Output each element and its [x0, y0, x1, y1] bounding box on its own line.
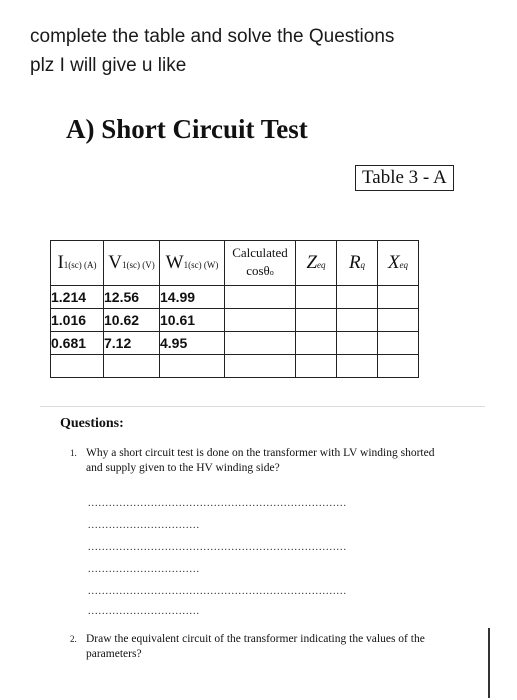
header-power: W1(sc) (W) — [160, 241, 225, 286]
header-req: Rq — [337, 241, 378, 286]
question-2 — [70, 632, 450, 662]
table-label: Table 3 - A — [355, 165, 454, 191]
cell-req[interactable] — [337, 355, 378, 378]
cell-zeq[interactable] — [296, 309, 337, 332]
divider — [40, 406, 485, 407]
header-voltage: V1(sc) (V) — [104, 241, 160, 286]
short-circuit-table — [50, 240, 419, 378]
cell-power[interactable] — [160, 355, 225, 378]
cell-zeq[interactable] — [296, 355, 337, 378]
cell-zeq[interactable] — [296, 286, 337, 309]
question-1 — [70, 446, 450, 476]
section-title: A) Short Circuit Test — [66, 114, 308, 144]
scrollbar[interactable] — [488, 628, 490, 698]
answer-line[interactable]: ................................ — [88, 520, 200, 531]
question-intro — [30, 22, 500, 80]
cell-xeq[interactable] — [378, 286, 419, 309]
cell-xeq[interactable] — [378, 332, 419, 355]
answer-line[interactable]: .......................................................................... — [88, 542, 347, 553]
intro-line-2: plz I will give u like — [30, 55, 187, 76]
question-1-number: 1. — [70, 448, 77, 458]
cell-power: 4.95 — [160, 332, 225, 355]
table-row — [51, 286, 419, 309]
answer-line[interactable]: .......................................................................... — [88, 586, 347, 597]
cell-current[interactable] — [51, 355, 104, 378]
header-zeq: Zeq — [296, 241, 337, 286]
header-current: I1(sc) (A) — [51, 241, 104, 286]
intro-line-1: complete the table and solve the Questions — [30, 26, 395, 47]
cell-cos[interactable] — [225, 332, 296, 355]
cell-current: 1.214 — [51, 286, 104, 309]
cell-req[interactable] — [337, 309, 378, 332]
cell-cos[interactable] — [225, 355, 296, 378]
questions-heading: Questions: — [60, 416, 124, 431]
question-2-text: Draw the equivalent circuit of the transformer indicating the values of the parameters? — [86, 633, 425, 660]
cell-power: 14.99 — [160, 286, 225, 309]
cell-power: 10.61 — [160, 309, 225, 332]
cell-current: 1.016 — [51, 309, 104, 332]
header-calculated-cos: Calculated cosθo — [225, 241, 296, 286]
table-header-row — [51, 241, 419, 286]
header-xeq: Xeq — [378, 241, 419, 286]
cell-cos[interactable] — [225, 309, 296, 332]
cell-zeq[interactable] — [296, 332, 337, 355]
table-row — [51, 332, 419, 355]
cell-voltage: 12.56 — [104, 286, 160, 309]
cell-current: 0.681 — [51, 332, 104, 355]
cell-voltage[interactable] — [104, 355, 160, 378]
cell-voltage: 7.12 — [104, 332, 160, 355]
cell-cos[interactable] — [225, 286, 296, 309]
cell-req[interactable] — [337, 286, 378, 309]
question-1-text: Why a short circuit test is done on the transformer with LV winding shorted and supply given to the HV winding side? — [86, 447, 435, 474]
table-row — [51, 355, 419, 378]
answer-line[interactable]: ................................ — [88, 564, 200, 575]
answer-line[interactable]: .......................................................................... — [88, 498, 347, 509]
cell-xeq[interactable] — [378, 309, 419, 332]
cell-req[interactable] — [337, 332, 378, 355]
question-2-number: 2. — [70, 634, 77, 644]
answer-line[interactable]: ................................ — [88, 606, 200, 617]
cell-voltage: 10.62 — [104, 309, 160, 332]
table-row — [51, 309, 419, 332]
cell-xeq[interactable] — [378, 355, 419, 378]
